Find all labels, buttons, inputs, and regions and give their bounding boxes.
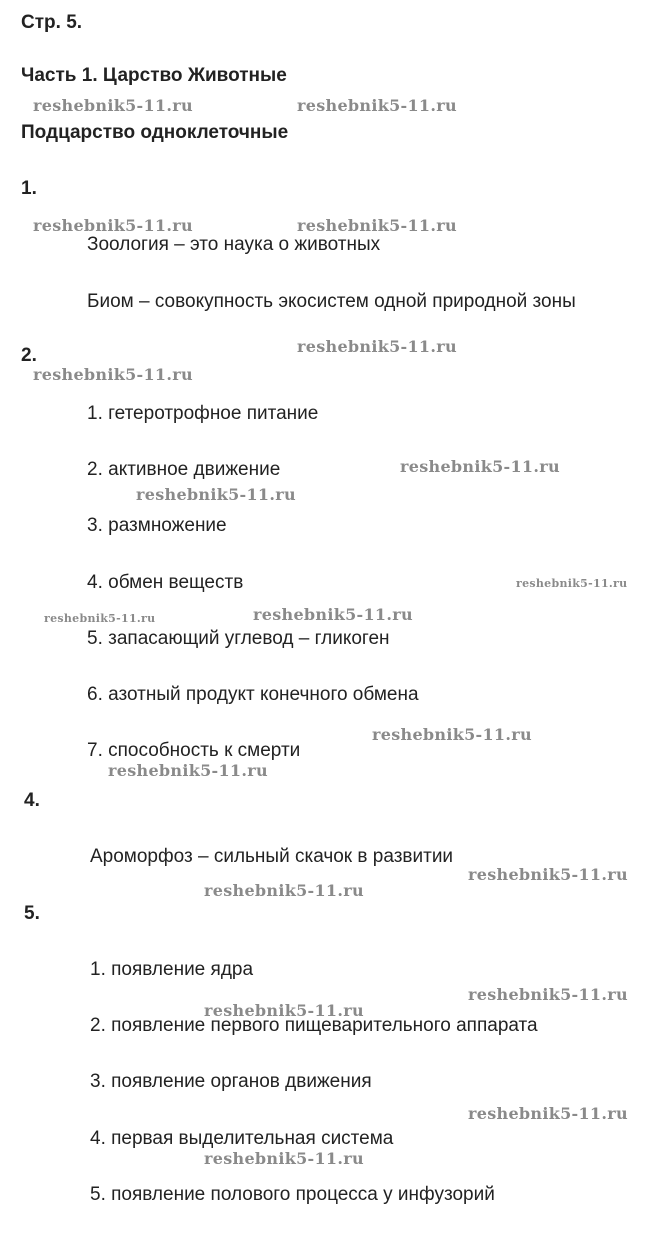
section-subtitle: Подцарство одноклеточные — [21, 122, 289, 143]
q5-item: 4. первая выделительная система — [90, 1128, 394, 1149]
q2-item: 2. активное движение — [87, 459, 281, 480]
watermark: reshebnik5-11.ru — [400, 457, 560, 476]
q5-item: 5. появление полового процесса у инфузорий — [90, 1184, 495, 1205]
watermark: reshebnik5-11.ru — [204, 1149, 364, 1168]
watermark: reshebnik5-11.ru — [297, 337, 457, 356]
watermark: reshebnik5-11.ru — [516, 577, 628, 590]
q2-item: 1. гетеротрофное питание — [87, 403, 319, 424]
question-1-number: 1. — [21, 178, 37, 199]
watermark: reshebnik5-11.ru — [372, 725, 532, 744]
watermark: reshebnik5-11.ru — [108, 761, 268, 780]
question-2-number: 2. — [21, 345, 37, 366]
q2-item: 3. размножение — [87, 515, 227, 536]
watermark: reshebnik5-11.ru — [33, 216, 193, 235]
watermark: reshebnik5-11.ru — [468, 865, 628, 884]
q2-item: 6. азотный продукт конечного обмена — [87, 684, 419, 705]
watermark: reshebnik5-11.ru — [204, 1001, 364, 1020]
question-4-number: 4. — [24, 790, 40, 811]
watermark: reshebnik5-11.ru — [33, 96, 193, 115]
question-5-number: 5. — [24, 903, 40, 924]
q2-item: 4. обмен веществ — [87, 572, 244, 593]
watermark: reshebnik5-11.ru — [297, 96, 457, 115]
q1-line-2: Биом – совокупность экосистем одной природной зоны — [87, 291, 576, 312]
q1-line-1: Зоология – это наука о животных — [87, 234, 381, 255]
q5-item: 3. появление органов движения — [90, 1071, 372, 1092]
part-title: Часть 1. Царство Животные — [21, 65, 287, 86]
watermark: reshebnik5-11.ru — [468, 985, 628, 1004]
page-label: Стр. 5. — [21, 12, 83, 33]
watermark: reshebnik5-11.ru — [204, 881, 364, 900]
q2-item: 7. способность к смерти — [87, 740, 301, 761]
watermark: reshebnik5-11.ru — [136, 485, 296, 504]
watermark: reshebnik5-11.ru — [253, 605, 413, 624]
watermark: reshebnik5-11.ru — [33, 365, 193, 384]
watermark: reshebnik5-11.ru — [468, 1104, 628, 1123]
watermark: reshebnik5-11.ru — [44, 612, 156, 625]
q2-item: 5. запасающий углевод – гликоген — [87, 628, 390, 649]
q5-item: 2. появление первого пищеварительного аппарата — [90, 1015, 538, 1036]
q4-line: Ароморфоз – сильный скачок в развитии — [90, 846, 454, 867]
watermark: reshebnik5-11.ru — [297, 216, 457, 235]
q5-item: 1. появление ядра — [90, 959, 254, 980]
